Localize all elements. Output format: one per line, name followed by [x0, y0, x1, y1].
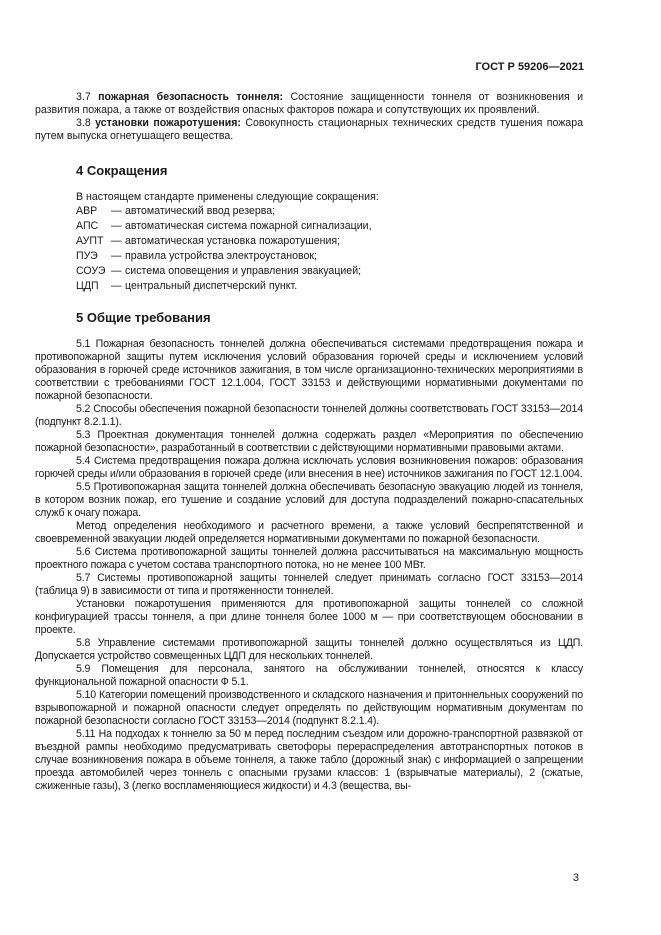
- abbreviation-meaning: автоматическая система пожарной сигнализации,: [125, 220, 372, 232]
- abbreviation: СОУЭ: [76, 265, 106, 277]
- paragraph-5-5-method: Метод определения необходимого и расчетного времени, а также условий беспрепятственной и своевременной эвакуации людей определяется нормативными документами по пожарной безопасности.: [35, 520, 583, 545]
- term-definition: Совокупность стационарных технических средств тушения пожара путем выпуска огнетушащего вещества.: [35, 117, 583, 142]
- paragraph-5-5: 5.5 Противопожарная защита тоннелей должна обеспечивать безопасную эвакуацию людей из тоннеля, в котором возник пожар, его тушение и создание условий для доступа подразделений пожарно-спасательных служб к очагу пожара.: [35, 481, 583, 519]
- section-4-heading: 4 Сокращения: [76, 163, 168, 178]
- paragraph-5-8: 5.8 Управление системами противопожарной защиты тоннелей должно осуществляться из ЦДП. Допускается устройство совмещенных ЦДП для нескольких тоннелей.: [35, 637, 583, 662]
- paragraph-5-7-extinguishing: Установки пожаротушения применяются для противопожарной защиты тоннелей со сложной конфигурацией трассы тоннеля, а при длине тоннеля более 1000 м — при соответствующем обосновании в проекте.: [35, 598, 583, 636]
- abbreviation-list: [76, 204, 583, 294]
- abbreviation-meaning: правила устройства электроустановок;: [125, 250, 317, 262]
- paragraph-5-7: 5.7 Системы противопожарной защиты тоннелей следует принимать согласно ГОСТ 33153—2014 (таблица 9) в зависимости от типа и протяженности тоннелей.: [35, 572, 583, 597]
- paragraph-5-11: 5.11 На подходах к тоннелю за 50 м перед последним съездом или дорожно-транспортной развязкой от въездной рампы необходимо предусматривать светофоры перераспределения автотранспортных потоков в случае возникновения пожара в объеме тоннеля, а также табло (дорожный знак) с информацией о запрещении проезда автомобилей через тоннель с опасными грузами классов: 1 (взрывчатые материалы), 2 (сжатые, сжиженные газы), 3 (легко воспламеняющиеся жидкости) и 4.3 (вещества, вы-: [35, 728, 583, 792]
- page-content: [35, 91, 583, 793]
- document-code: ГОСТ Р 59206—2021: [475, 61, 584, 73]
- section-5-body: [35, 338, 583, 793]
- paragraph-5-3: 5.3 Проектная документация тоннелей должна содержать раздел «Мероприятия по обеспечению пожарной безопасности», разработанный в соответствии с действующими нормативными правовыми актами.: [35, 429, 583, 454]
- paragraph-5-2: 5.2 Способы обеспечения пожарной безопасности тоннелей должны соответствовать ГОСТ 33153—2014 (подпункт 8.2.1.1).: [35, 403, 583, 428]
- abbreviation: ПУЭ: [76, 250, 98, 262]
- abbreviation-dash: —: [111, 235, 122, 247]
- term-3-7: [35, 91, 583, 117]
- abbreviation: АПС: [76, 220, 99, 232]
- abbreviation-dash: —: [111, 280, 122, 292]
- abbreviation-meaning: центральный диспетчерский пункт.: [125, 280, 298, 292]
- abbreviation-item: [76, 234, 583, 249]
- abbreviation-meaning: автоматическая установка пожаротушения;: [125, 235, 341, 247]
- paragraph-5-9: 5.9 Помещения для персонала, занятого на обслуживании тоннелей, относятся к классу функциональной пожарной опасности Ф 5.1.: [35, 663, 583, 688]
- section-4-intro: В настоящем стандарте применены следующие сокращения:: [76, 191, 379, 203]
- paragraph-5-10: 5.10 Категории помещений производственного и складского назначения и притоннельных сооружений по взрывопожарной и пожарной опасности следует определять по действующим нормативным документам по пожарной безопасности согласно ГОСТ 33153—2014 (подпункт 8.2.1.4).: [35, 689, 583, 727]
- abbreviation: ЦДП: [76, 280, 99, 292]
- term-definition: Состояние защищенности тоннеля от возникновения и развития пожара, а также от воздействия опасных факторов пожара и сопутствующих их проявлений.: [35, 91, 583, 116]
- paragraph-5-6: 5.6 Система противопожарной защиты тоннелей должна рассчитываться на максимальную мощность проектного пожара с учетом состава транспортного потока, но не менее 100 МВт.: [35, 546, 583, 571]
- abbreviation: АУПТ: [76, 235, 104, 247]
- abbreviation-meaning: автоматический ввод резерва;: [125, 205, 276, 217]
- abbreviation-dash: —: [111, 265, 122, 277]
- term-3-8: [35, 117, 583, 143]
- abbreviation-item: [76, 249, 583, 264]
- paragraph-5-4: 5.4 Система предотвращения пожара должна исключать условия возникновения пожаров: образования горючей среды и/или образования в горючей среде (или внесения в нее) источников зажигания по ГОСТ 12.1.004.: [35, 455, 583, 480]
- term-number: 3.7: [76, 91, 91, 103]
- abbreviation-dash: —: [111, 220, 122, 232]
- abbreviation-meaning: система оповещения и управления эвакуацией;: [125, 265, 362, 277]
- paragraph-5-1: 5.1 Пожарная безопасность тоннелей должна обеспечиваться системами предотвращения пожара и противопожарной защиты путем исключения условий образования горючей среды и исключением условий образования в горючей среде источников зажигания, в том числе организационно-технических мероприятиями в соответствии с требованиями ГОСТ 12.1.004, ГОСТ 33153 и действующими нормативными документами по пожарной безопасности.: [35, 338, 583, 402]
- abbreviation-dash: —: [111, 205, 122, 217]
- term-name: пожарная безопасность тоннеля:: [98, 91, 284, 103]
- section-5-heading: 5 Общие требования: [76, 310, 211, 325]
- abbreviation-item: [76, 204, 583, 219]
- abbreviation-item: [76, 219, 583, 234]
- page-number: 3: [572, 872, 579, 884]
- term-name: установки пожаротушения:: [95, 117, 241, 129]
- abbreviation-item: [76, 264, 583, 279]
- abbreviation-dash: —: [111, 250, 122, 262]
- abbreviation-item: [76, 279, 583, 294]
- term-number: 3.8: [76, 117, 91, 129]
- abbreviation: АВР: [76, 205, 98, 217]
